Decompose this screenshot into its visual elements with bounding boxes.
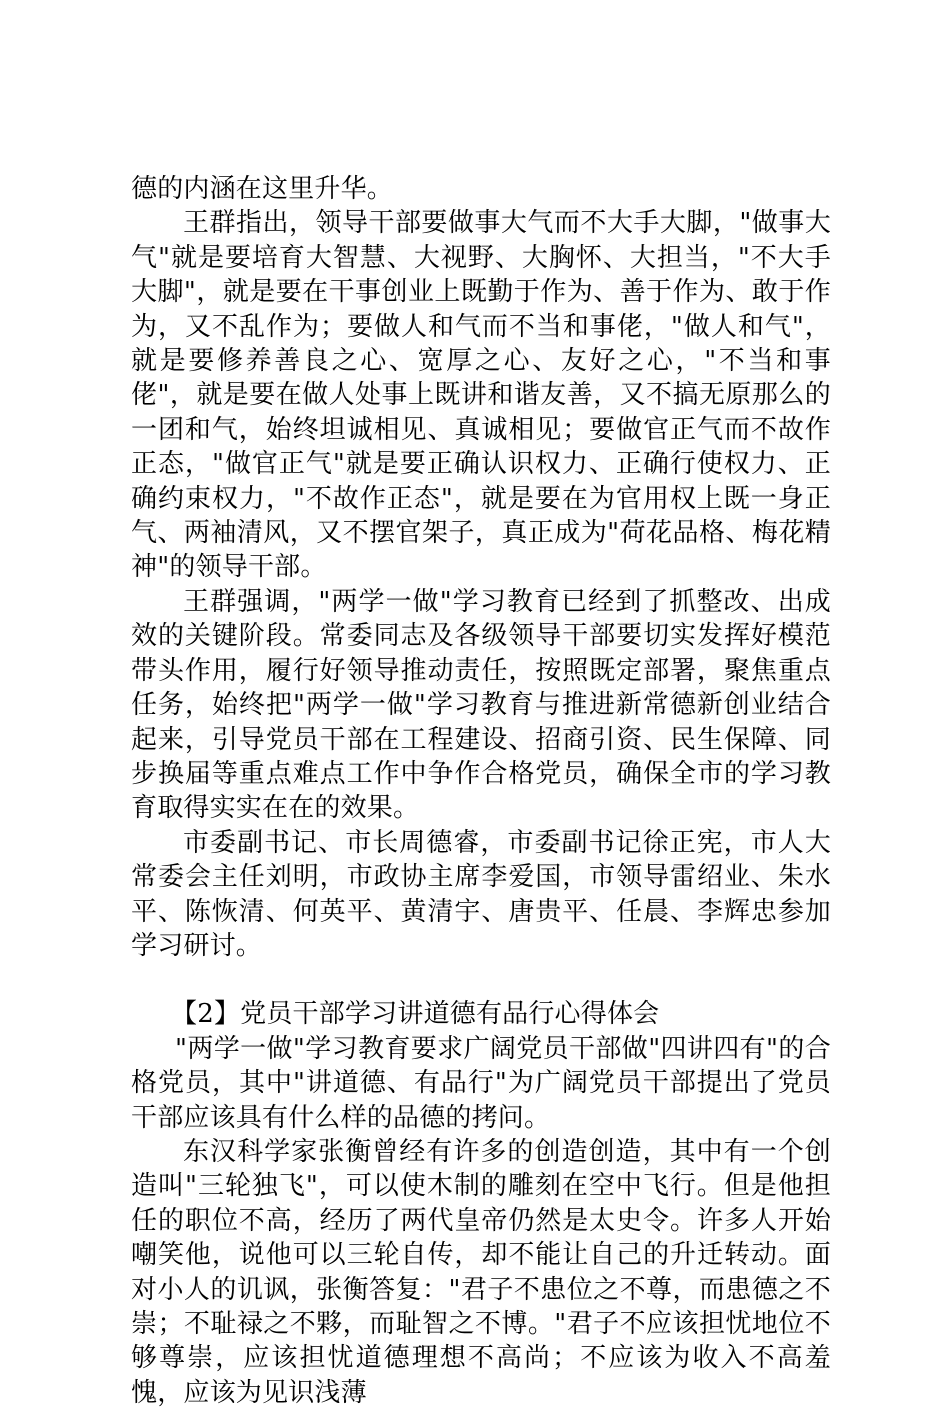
paragraph-continuation: 德的内涵在这里升华。 (131, 174, 394, 204)
paragraph-attendees: 市委副书记、市长周德睿，市委副书记徐正宪，市人大常委会主任刘明，市政协主席李爱国，市领导雷绍业、朱水平、陈恢清、何英平、黄清宇、唐贵平、任晨、李辉忠参加学习研讨。 (131, 827, 831, 961)
paragraph-zhangheng: 东汉科学家张衡曾经有许多的创造创造，其中有一个创造叫"三轮独飞"，可以使木制的雕刻在空中飞行。但是他担任的职位不高，经历了两代皇帝仍然是太史令。许多人开始嘲笑他，说他可以三轮自传，却不能让自己的升迁转动。面对小人的讥讽，张衡答复："君子不患位之不尊，而患德之不崇；不耻禄之不夥，而耻智之不博。"君子不应该担忧地位不够尊崇，应该担忧道德理想不高尚；不应该为收入不高羞愧，应该为见识浅薄 (131, 1136, 831, 1408)
document-body (131, 172, 831, 1410)
section-heading: 【2】党员干部学习讲道德有品行心得体会 (171, 999, 660, 1030)
paragraph-requirements: "两学一做"学习教育要求广阔党员干部做"四讲四有"的合格党员，其中"讲道德、有品行"为广阔党员干部提出了党员干部应该具有什么样的品德的拷问。 (131, 1033, 831, 1133)
section-gap (131, 963, 831, 997)
paragraph-wangqun-emphasis: 王群强调，"两学一做"学习教育已经到了抓整改、出成效的关键阶段。常委同志及各级领导干部要切实发挥好模范带头作用，履行好领导推动责任，按照既定部署，聚焦重点任务，始终把"两学一做"学习教育与推进新常德新创业结合起来，引导党员干部在工程建设、招商引资、民生保障、同步换届等重点难点工作中争作合格党员，确保全市的学习教育取得实实在在的效果。 (131, 586, 831, 824)
paragraph-wangqun-points: 王群指出，领导干部要做事大气而不大手大脚，"做事大气"就是要培育大智慧、大视野、大胸怀、大担当，"不大手大脚"，就是要在干事创业上既勤于作为、善于作为、敢于作为，又不乱作为；要做人和气而不当和事佬，"做人和气"，就是要修养善良之心、宽厚之心、友好之心，"不当和事佬"，就是要在做人处事上既讲和谐友善，又不搞无原那么的一团和气，始终坦诚相见、真诚相见；要做官正气而不故作正态，"做官正气"就是要正确认识权力、正确行使权力、正确约束权力，"不故作正态"，就是要在为官用权上既一身正气、两袖清风，又不摆官架子，真正成为"荷花品格、梅花精神"的领导干部。 (131, 208, 831, 583)
